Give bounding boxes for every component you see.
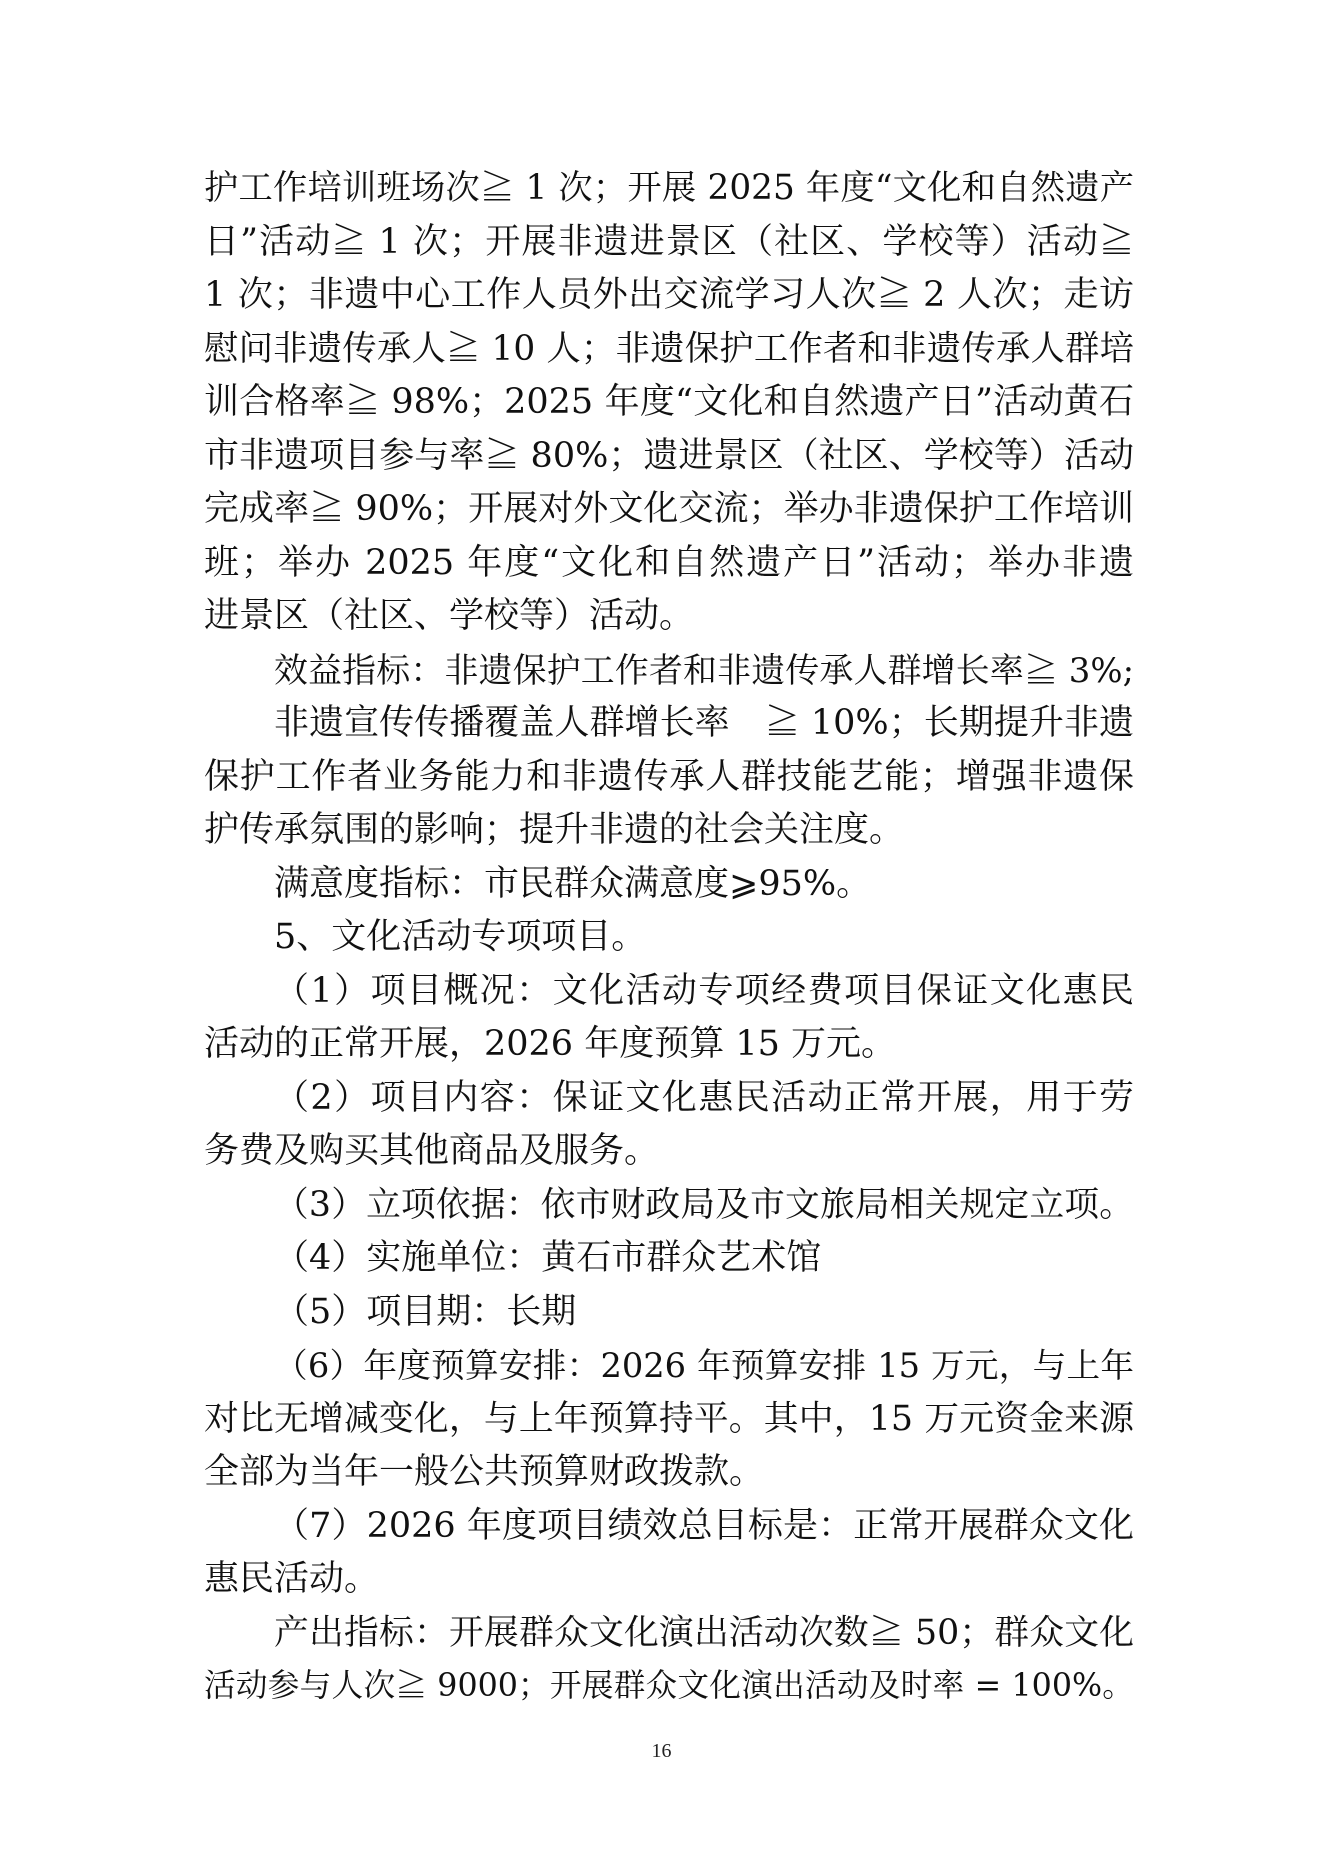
text-line: （7）2026 年度项目绩效总目标是：正常开展群众文化 bbox=[274, 1505, 1134, 1546]
text-line: 护传承氛围的影响；提升非遗的社会关注度。 bbox=[204, 810, 905, 850]
text-line: 日”活动≧ 1 次；开展非遗进景区（社区、学校等）活动≧ bbox=[204, 221, 1134, 262]
text-line: 市非遗项目参与率≧ 80%；遗进景区（社区、学校等）活动 bbox=[204, 435, 1134, 476]
text-line: 产出指标：开展群众文化演出活动次数≧ 50；群众文化 bbox=[274, 1612, 1134, 1653]
text-line: 进景区（社区、学校等）活动。 bbox=[204, 596, 695, 636]
text-line: 对比无增减变化，与上年预算持平。其中，15 万元资金来源 bbox=[204, 1398, 1134, 1439]
text-line: （2）项目内容：保证文化惠民活动正常开展，用于劳 bbox=[274, 1077, 1134, 1118]
text-line: （6）年度预算安排：2026 年预算安排 15 万元，与上年 bbox=[274, 1346, 1134, 1385]
text-line: 5、文化活动专项项目。 bbox=[274, 917, 647, 957]
text-line: 活动的正常开展，2026 年度预算 15 万元。 bbox=[204, 1024, 896, 1064]
text-line: 训合格率≧ 98%；2025 年度“文化和自然遗产日”活动黄石 bbox=[204, 382, 1134, 422]
page-number: 16 bbox=[651, 1740, 672, 1762]
text-line: 班；举办 2025 年度“文化和自然遗产日”活动；举办非遗 bbox=[204, 542, 1134, 583]
text-line: 保护工作者业务能力和非遗传承人群技能艺能；增强非遗保 bbox=[204, 756, 1134, 797]
text-line: （4）实施单位：黄石市群众艺术馆 bbox=[274, 1238, 822, 1278]
text-line: 护工作培训班场次≧ 1 次；开展 2025 年度“文化和自然遗产 bbox=[204, 168, 1134, 208]
text-line: 务费及购买其他商品及服务。 bbox=[204, 1131, 660, 1171]
text-line: 非遗宣传传播覆盖人群增长率 ≧ 10%；长期提升非遗 bbox=[274, 703, 1134, 743]
text-line: （3）立项依据：依市财政局及市文旅局相关规定立项。 bbox=[274, 1184, 1134, 1225]
text-line: 满意度指标：市民群众满意度⩾95%。 bbox=[274, 863, 872, 904]
text-line: 完成率≧ 90%；开展对外文化交流；举办非遗保护工作培训 bbox=[204, 489, 1134, 529]
text-line: 慰问非遗传承人≧ 10 人；非遗保护工作者和非遗传承人群培 bbox=[204, 328, 1134, 369]
text-line: （5）项目期：长期 bbox=[274, 1291, 577, 1332]
text-line: 惠民活动。 bbox=[204, 1559, 380, 1599]
text-line: 1 次；非遗中心工作人员外出交流学习人次≧ 2 人次；走访 bbox=[204, 275, 1134, 315]
text-line: 活动参与人次≧ 9000；开展群众文化演出活动及时率 = 100%。 bbox=[204, 1668, 1134, 1704]
text-line: 全部为当年一般公共预算财政拨款。 bbox=[204, 1452, 765, 1492]
text-line: 效益指标：非遗保护工作者和非遗传承人群增长率≧ 3%; bbox=[274, 650, 1134, 690]
text-line: （1）项目概况：文化活动专项经费项目保证文化惠民 bbox=[274, 970, 1134, 1011]
body-text bbox=[204, 162, 1134, 1714]
